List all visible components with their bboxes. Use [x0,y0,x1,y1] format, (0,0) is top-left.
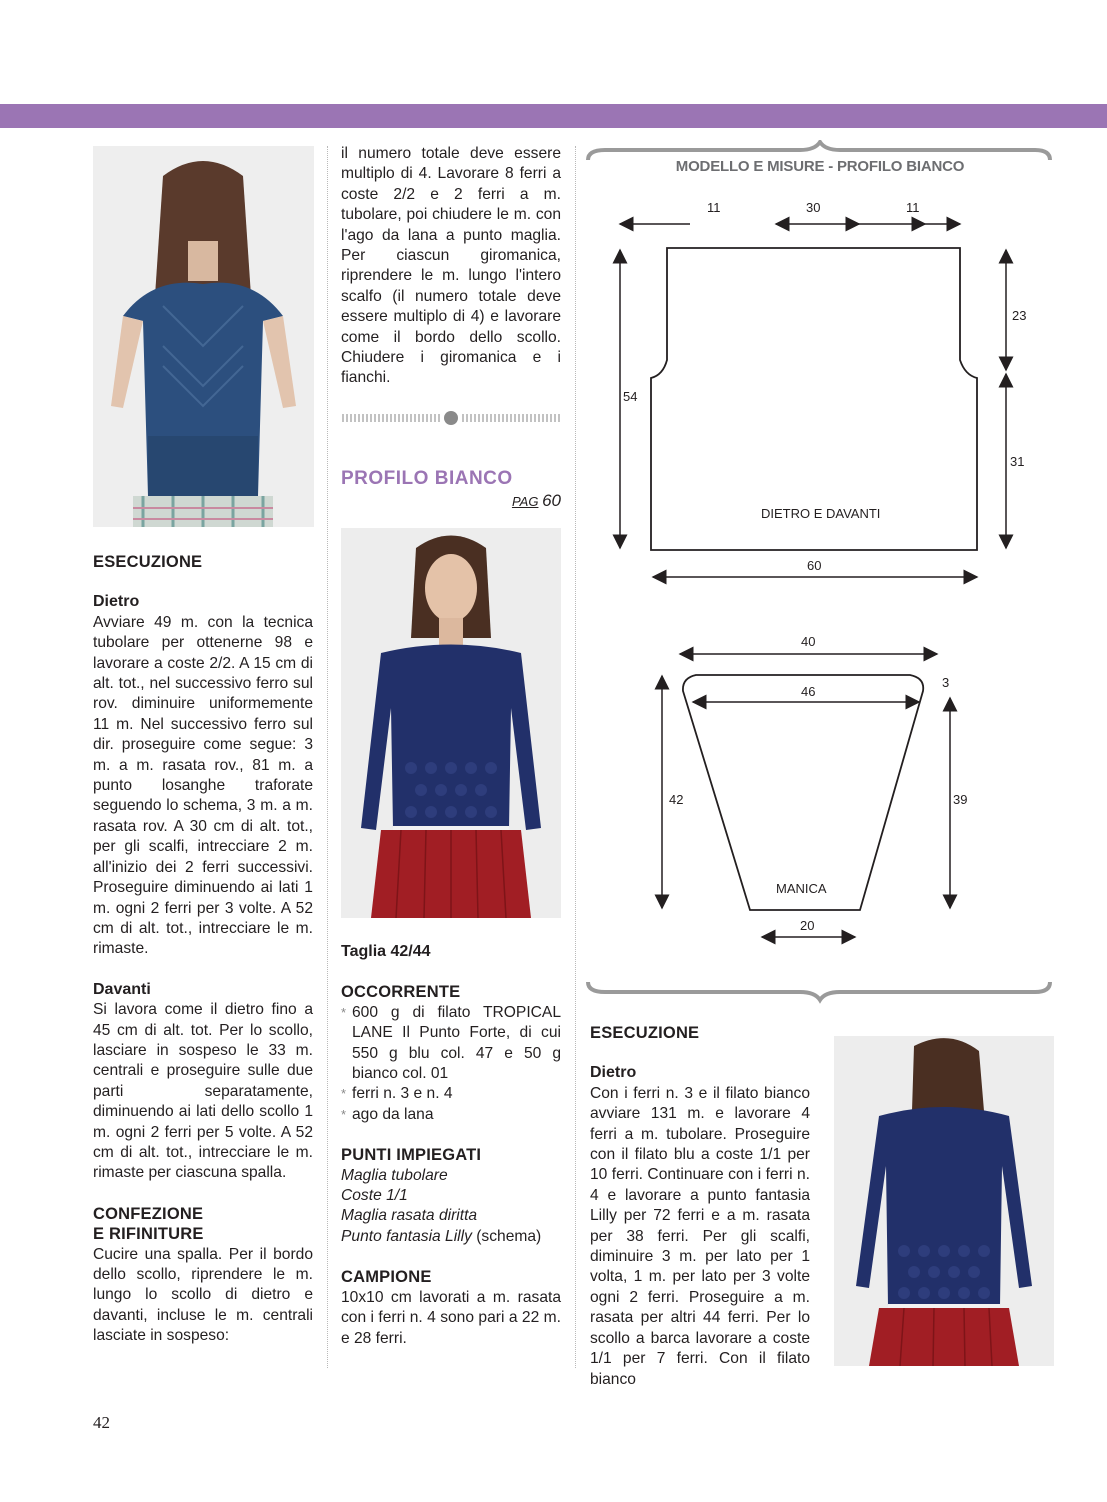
punti-item: Maglia tubolare [341,1166,448,1184]
campione-heading: CAMPIONE [341,1268,432,1287]
measure-left-total: 54 [623,389,638,404]
confezione-heading-line1: CONFEZIONE [93,1204,204,1223]
sweater-front-photo [341,528,561,918]
column-divider-middle [575,146,576,1368]
page-reference-number: 60 [542,491,561,510]
occorrente-item-text: 600 g di filato TROPICAL LANE Il Punto Forte, di cui 550 g blu col. 47 e 50 g bianco col. 01 [352,1003,561,1083]
punti-item-italic: Punto fantasia Lilly [341,1227,472,1245]
sweater-back-photo [834,1036,1054,1366]
middle-materials [341,942,561,1349]
occorrente-item-text: ago da lana [352,1105,434,1123]
confezione-heading-line2: E RIFINITURE [93,1225,204,1244]
occorrente-item [341,1105,561,1125]
punti-heading: PUNTI IMPIEGATI [341,1146,482,1165]
measure-top-mid: 30 [806,200,821,215]
page-number: 42 [93,1413,110,1432]
measure-bottom-width: 60 [807,558,822,573]
sweater-dietro-text: Con i ferri n. 3 e il filato bianco avviare 131 m. e lavorare 4 ferri a m. tubolare. Proseguire con il filato blu a coste 1/1 per 10 ferri. Continuare con i ferri n. 4 e lavorare a punto fantasia Lilly per 72 ferri e a m. rasata per 38 ferri. Per gli scalfi, diminuire 3 m. per lato per 1 volta, 1 m. per lato per 3 volte ogni 2 ferri. Proseguire a m. rasata per altri 44 ferri. Per lo scollo a barca lavorare a coste 1/1 per 7 ferri. Con il filato bianco [590,1084,810,1388]
sweater-esecuzione-heading: ESECUZIONE [590,1024,700,1042]
header-color-band [0,104,1107,128]
sleeve-label: MANICA [776,881,827,896]
vest-dietro-heading: Dietro [93,593,140,611]
diagram-title: MODELLO E MISURE - PROFILO BIANCO [675,158,965,175]
measure-sleeve-bottom: 20 [800,918,815,933]
punti-item-plain: (schema) [471,1227,542,1245]
section-title-profilo-bianco: PROFILO BIANCO [341,468,513,489]
measure-sleeve-left: 42 [669,792,684,807]
campione-text: 10x10 cm lavorati a m. rasata con i ferri n. 4 sono pari a 22 m. e 28 ferri. [341,1288,561,1347]
occorrente-heading: OCCORRENTE [341,983,461,1002]
column-divider-left [327,146,328,1368]
measure-sleeve-top-outer: 40 [801,634,816,649]
bullet-star-icon: * [341,1004,347,1020]
bottom-bracket [588,982,1050,1000]
vest-esecuzione-heading: ESECUZIONE [93,553,203,571]
sweater-dietro-heading: Dietro [590,1064,637,1082]
diagram-svg [580,140,1060,1010]
vest-photo [93,146,314,527]
bullet-star-icon: * [341,1086,347,1102]
measure-right-upper: 23 [1012,308,1027,323]
sleeve-piece-outline [683,675,923,910]
vest-davanti-text: Si lavora come il dietro fino a 45 cm di alt. tot. Per lo scollo, lasciare in sospeso le 33 m. centrali e proseguire sulle due parti separatamente, diminuendo ai lati dello scollo 1 m. ogni 2 ferri per 5 volte. A 52 cm di alt. tot., intrecciare le m. rimaste per ciascuna spalla. [93,1001,313,1182]
page-reference-label: PAG [511,494,539,509]
taglia: Taglia 42/44 [341,943,431,960]
middle-continuation-text [341,144,561,389]
measure-top-right: 11 [906,200,920,215]
section-ornament [341,410,561,426]
sweater-instructions [590,1023,810,1390]
vest-dietro-text: Avviare 49 m. con la tecnica tubolare per ottenerne 98 e lavorare a coste 2/2. A 15 cm di alt. tot., nel successivo ferro sul rov. diminuire uniformemente 11 m. Nel successivo ferro sul dir. proseguire come segue: 3 m. a m. rasata rov., 81 m. a punto losanghe traforate seguendo lo schema, 3 m. a m. rasata rov. A 30 cm di alt. tot., per gli scalfi, intrecciare 2 m. all'inizio dei 2 ferri successivi. Proseguire diminuendo ai lati 1 m. ogni 2 ferri per 3 volte. A 52 cm di alt. tot., intrecciare le m. rimaste. [93,613,313,958]
vest-instructions [93,552,313,1347]
body-piece-outline [651,248,977,550]
measure-right-lower: 31 [1010,454,1025,469]
occorrente-item [341,1003,561,1085]
punti-item: Maglia rasata diritta [341,1207,478,1225]
bullet-star-icon: * [341,1106,347,1122]
measure-sleeve-corner: 3 [942,675,950,690]
continuation-paragraph: il numero totale deve essere multiplo di 4. Lavorare 8 ferri a coste 2/2 e 2 ferri a m. tubolare, poi chiudere le m. con l'ago da lana a punto maglia. Per ciascun giromanica, riprendere le m. lungo l'intero scalfo (il numero totale deve essere multiplo di 4) e lavorare come il bordo dello scollo. Chiudere i giromanica e i fianchi. [341,145,561,387]
occorrente-item-text: ferri n. 3 e n. 4 [352,1085,453,1103]
body-label: DIETRO E DAVANTI [761,506,881,521]
page-reference [341,491,561,511]
punti-item [341,1227,561,1247]
vest-davanti-heading: Davanti [93,980,151,998]
punti-item: Coste 1/1 [341,1187,408,1205]
measure-sleeve-right: 39 [953,792,968,807]
measure-sleeve-top-inner: 46 [801,684,816,699]
measure-top-left: 11 [707,200,721,215]
confezione-text: Cucire una spalla. Per il bordo dello scollo, riprendere le m. lungo lo scollo di dietro e davanti, incluse le m. centrali lasciate in sospeso: [93,1245,313,1345]
measurement-diagram [580,140,1060,1010]
occorrente-item [341,1084,561,1104]
